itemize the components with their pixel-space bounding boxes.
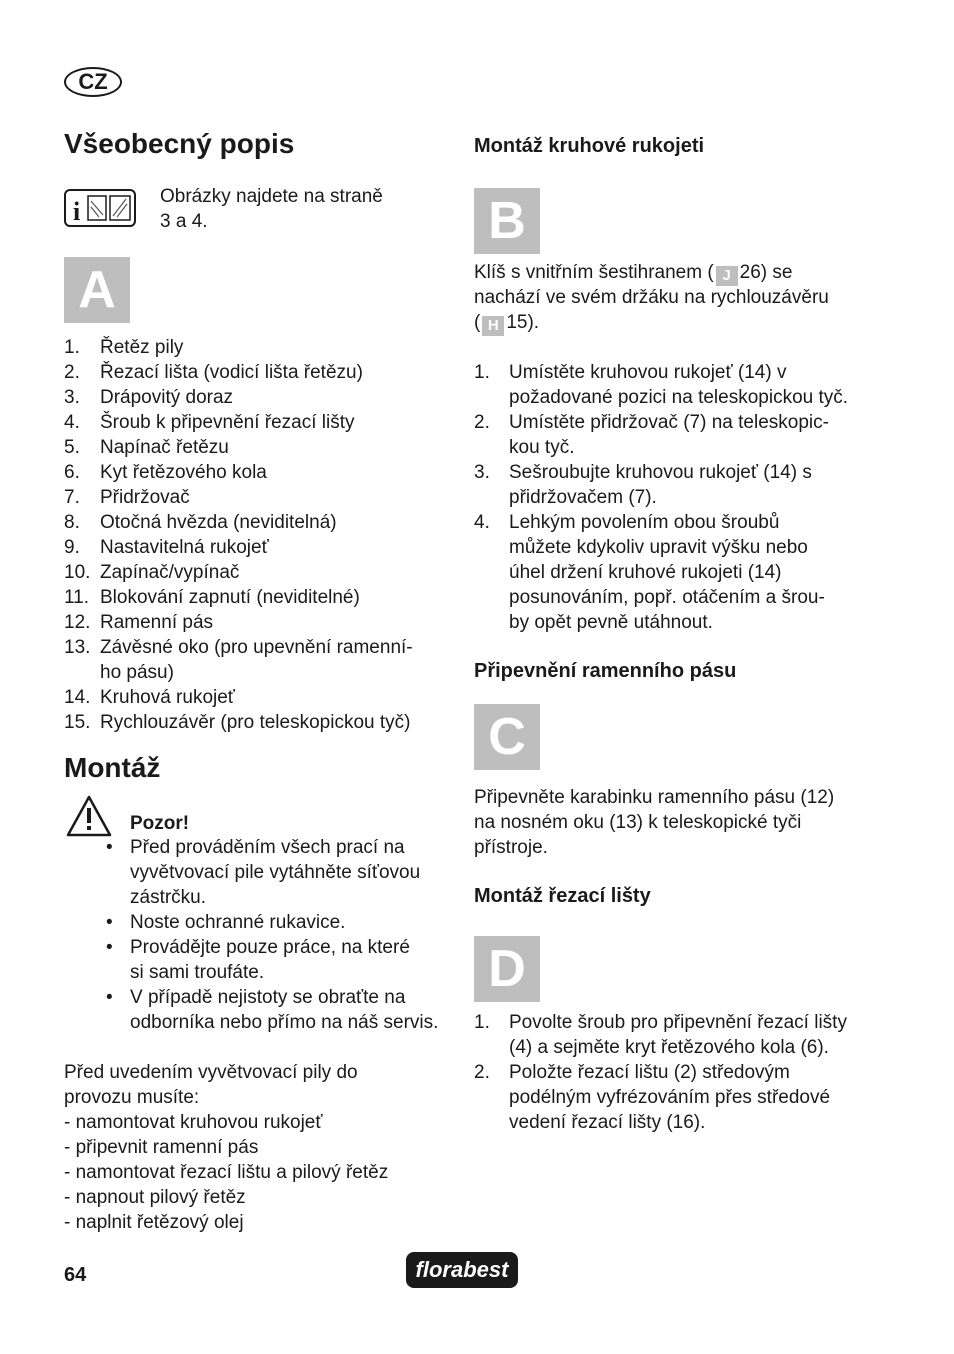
list-item: [474, 535, 884, 560]
list-item: [474, 435, 884, 460]
figure-ref-h: H: [482, 316, 504, 336]
warning-item-line: si sami troufáte.: [130, 962, 265, 983]
item-text: Napínač řetězu: [100, 437, 229, 458]
item-text: požadované pozici na teleskopickou tyč.: [509, 387, 849, 408]
bullet-icon: •: [106, 912, 113, 933]
warning-item: [64, 835, 464, 910]
text-line: - naplnit řetězový olej: [64, 1212, 244, 1233]
warning-item-line: Provádějte pouze práce, na které: [130, 937, 410, 958]
item-number: 15.: [64, 712, 91, 733]
item-number: 7.: [64, 487, 80, 508]
list-item: [64, 410, 454, 435]
parts-list: [64, 335, 454, 735]
list-item: [474, 510, 884, 535]
item-number: 6.: [64, 462, 80, 483]
page-number: 64: [64, 1264, 87, 1286]
list-item: [64, 535, 454, 560]
text-line: Připevněte karabinku ramenního pásu (12): [474, 787, 835, 808]
figure-label-a: A: [64, 257, 130, 323]
item-number: 8.: [64, 512, 80, 533]
figure-label-d: D: [474, 936, 540, 1002]
item-number: 14.: [64, 687, 91, 708]
text-line: - namontovat řezací lištu a pilový řetěz: [64, 1162, 389, 1183]
item-text: ho pásu): [100, 662, 174, 683]
svg-text:i: i: [73, 197, 81, 226]
bar-steps-list: [474, 1010, 884, 1135]
item-number: 9.: [64, 537, 80, 558]
list-item: [64, 335, 454, 360]
item-text: vedení řezací lišty (16).: [509, 1112, 706, 1133]
text-line: provozu musíte:: [64, 1087, 200, 1108]
item-text: přidržovačem (7).: [509, 487, 657, 508]
warning-triangle-icon: [66, 795, 112, 837]
item-number: 3.: [474, 462, 490, 483]
hex-key-line2: nachází ve svém držáku na rychlouzávěru: [474, 287, 829, 308]
list-item: [64, 560, 454, 585]
item-text: by opět pevně utáhnout.: [509, 612, 713, 633]
item-number: 2.: [474, 1062, 490, 1083]
item-text: Položte řezací lištu (2) středovým: [509, 1062, 790, 1083]
warning-item: [64, 935, 464, 985]
list-item: [474, 360, 884, 385]
list-item: [64, 660, 454, 685]
hex-key-line3: [474, 310, 539, 336]
list-item: [474, 610, 884, 635]
section-title-assembly: Montáž: [64, 752, 161, 783]
warning-item-line: Před prováděním všech prací na: [130, 837, 405, 858]
list-item: [64, 485, 454, 510]
item-text: (4) a sejměte kryt řetězového kola (6).: [509, 1037, 829, 1058]
list-item: [474, 460, 884, 485]
warning-title: Pozor!: [130, 813, 190, 834]
item-number: 3.: [64, 387, 80, 408]
warning-item: [64, 985, 464, 1035]
bullet-icon: •: [106, 837, 113, 858]
item-text: posunováním, popř. otáčením a šrou-: [509, 587, 825, 608]
list-item: [474, 1035, 884, 1060]
item-text: Kruhová rukojeť: [100, 687, 235, 708]
hex-key-text-pre: Klíš s vnitřním šestihranem (: [474, 262, 714, 283]
item-text: Řezací lišta (vodicí lišta řetězu): [100, 362, 363, 383]
bullet-icon: •: [106, 987, 113, 1008]
item-text: Řetěz pily: [100, 337, 184, 358]
item-text: kou tyč.: [509, 437, 575, 458]
hex-key-text-pre2: (: [474, 312, 481, 333]
list-item: [474, 560, 884, 585]
language-badge: CZ: [64, 67, 122, 97]
list-item: [64, 710, 454, 735]
item-text: Otočná hvězda (neviditelná): [100, 512, 337, 533]
text-line: na nosném oku (13) k teleskopické tyči: [474, 812, 802, 833]
text-line: přístroje.: [474, 837, 548, 858]
item-text: Kyt řetězového kola: [100, 462, 267, 483]
bullet-icon: •: [106, 937, 113, 958]
brand-logo: florabest: [406, 1252, 518, 1288]
item-text: Umístěte přidržovač (7) na teleskopic-: [509, 412, 829, 433]
item-number: 12.: [64, 612, 91, 633]
item-number: 11.: [64, 587, 90, 608]
list-item: [474, 1085, 884, 1110]
text-line: - připevnit ramenní pás: [64, 1137, 259, 1158]
item-text: podélným vyfrézováním přes středové: [509, 1087, 831, 1108]
strap-text: [474, 785, 884, 860]
warning-item-line: Noste ochranné rukavice.: [130, 912, 346, 933]
item-text: Zapínač/vypínač: [100, 562, 240, 583]
hex-key-text-post: 26) se: [739, 262, 793, 283]
list-item: [64, 635, 454, 660]
item-number: 1.: [474, 1012, 490, 1033]
item-text: Sešroubujte kruhovou rukojeť (14) s: [509, 462, 812, 483]
item-number: 2.: [474, 412, 490, 433]
warning-item-line: zástrčku.: [130, 887, 207, 908]
list-item: [64, 610, 454, 635]
warning-item: [64, 910, 464, 935]
list-item: [474, 410, 884, 435]
list-item: [474, 585, 884, 610]
list-item: [474, 1060, 884, 1085]
list-item: [474, 1110, 884, 1135]
item-number: 1.: [64, 337, 80, 358]
list-item: [64, 360, 454, 385]
item-number: 2.: [64, 362, 80, 383]
list-item: [474, 385, 884, 410]
item-text: Drápovitý doraz: [100, 387, 234, 408]
list-item: [474, 485, 884, 510]
text-line: Před uvedením vyvětvovací pily do: [64, 1062, 358, 1083]
hex-key-line1: [474, 260, 792, 286]
item-text: Šroub k připevnění řezací lišty: [100, 412, 355, 433]
item-text: Povolte šroub pro připevnění řezací lišty: [509, 1012, 847, 1033]
item-text: můžete kdykoliv upravit výšku nebo: [509, 537, 808, 558]
list-item: [64, 585, 454, 610]
item-number: 10.: [64, 562, 91, 583]
item-text: Rychlouzávěr (pro teleskopickou tyč): [100, 712, 411, 733]
item-text: Umístěte kruhovou rukojeť (14) v: [509, 362, 787, 383]
before-use-text: [64, 1060, 464, 1235]
section-title-general: Všeobecný popis: [64, 128, 295, 159]
section-title-strap: Připevnění ramenního pásu: [474, 660, 737, 682]
list-item: [64, 510, 454, 535]
item-number: 1.: [474, 362, 490, 383]
list-item: [64, 460, 454, 485]
info-text-line1: Obrázky najdete na straně: [160, 186, 383, 207]
item-number: 4.: [64, 412, 80, 433]
item-number: 13.: [64, 637, 91, 658]
item-text: Závěsné oko (pro upevnění ramenní-: [100, 637, 413, 658]
handle-steps-list: [474, 360, 884, 635]
item-number: 5.: [64, 437, 80, 458]
warning-item-line: odborníka nebo přímo na náš servis.: [130, 1012, 439, 1033]
hex-key-text-post2: 15).: [506, 312, 540, 333]
figure-label-b: B: [474, 188, 540, 254]
text-line: - namontovat kruhovou rukojeť: [64, 1112, 323, 1133]
list-item: [64, 385, 454, 410]
list-item: [64, 435, 454, 460]
item-text: Ramenní pás: [100, 612, 214, 633]
figure-ref-j: J: [716, 266, 738, 286]
section-title-handle: Montáž kruhové rukojeti: [474, 135, 705, 157]
warning-item-line: V případě nejistoty se obraťte na: [130, 987, 406, 1008]
item-text: Nastavitelná rukojeť: [100, 537, 269, 558]
item-number: 4.: [474, 512, 490, 533]
item-text: úhel držení kruhové rukojeti (14): [509, 562, 782, 583]
info-text-line2: 3 a 4.: [160, 211, 208, 232]
info-book-icon: [64, 189, 136, 227]
item-text: Lehkým povolením obou šroubů: [509, 512, 780, 533]
item-text: Blokování zapnutí (neviditelné): [100, 587, 360, 608]
section-title-bar: Montáž řezací lišty: [474, 885, 651, 907]
figure-label-c: C: [474, 704, 540, 770]
warning-item-line: vyvětvovací pile vytáhněte síťovou: [130, 862, 421, 883]
list-item: [64, 685, 454, 710]
text-line: - napnout pilový řetěz: [64, 1187, 246, 1208]
list-item: [474, 1010, 884, 1035]
item-text: Přidržovač: [100, 487, 190, 508]
warning-list: [64, 835, 464, 1035]
